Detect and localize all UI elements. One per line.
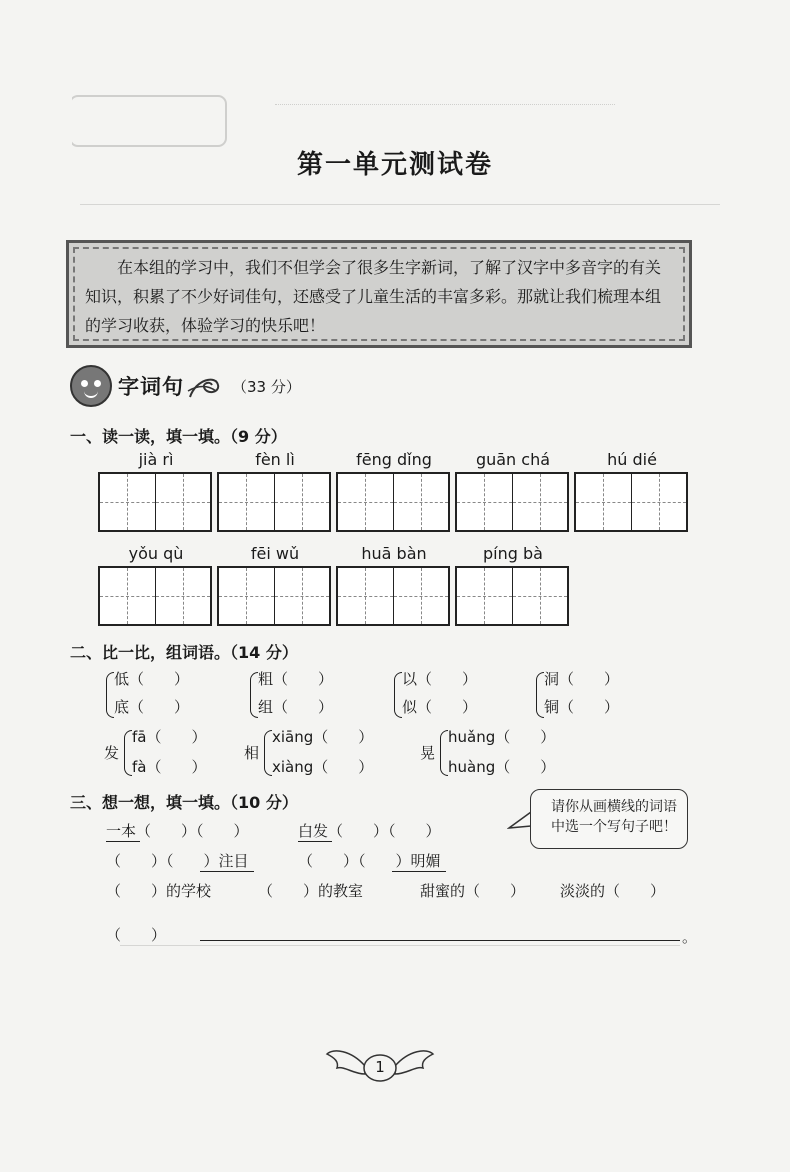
word-pair-item: 似（ ） bbox=[402, 698, 478, 716]
pinyin-label: jià rì bbox=[138, 450, 174, 469]
word-pair-item: 以（ ） bbox=[402, 670, 478, 688]
polyphone-item: fā（ ） bbox=[132, 728, 207, 746]
word-pair-item: 底（ ） bbox=[114, 698, 190, 716]
writing-box[interactable] bbox=[217, 566, 331, 626]
brace bbox=[106, 672, 114, 718]
fill-item: （ ）的教室 bbox=[258, 882, 364, 900]
section-header bbox=[70, 364, 301, 408]
polyphone-char: 晃 bbox=[420, 744, 436, 762]
bleed-line bbox=[275, 104, 615, 105]
polyphone-item: huàng（ ） bbox=[448, 758, 556, 776]
pinyin-label: fēng dǐng bbox=[356, 450, 432, 469]
writing-box[interactable] bbox=[98, 472, 212, 532]
underline bbox=[200, 871, 254, 872]
writing-box[interactable] bbox=[455, 566, 569, 626]
underline bbox=[392, 871, 446, 872]
intro-box bbox=[66, 240, 692, 348]
writing-box[interactable] bbox=[217, 472, 331, 532]
brace bbox=[536, 672, 544, 718]
section-score: （33 分） bbox=[232, 377, 301, 396]
pinyin-label: hú dié bbox=[607, 450, 657, 469]
pinyin-label: fēi wǔ bbox=[250, 544, 300, 563]
pinyin-label: píng bà bbox=[483, 544, 543, 563]
brace bbox=[394, 672, 402, 718]
fill-item: 甜蜜的（ ） bbox=[420, 882, 526, 900]
sentence-end: 。 bbox=[682, 928, 698, 946]
pinyin-label: huā bàn bbox=[361, 544, 427, 563]
fill-item: 一本（ ）（ ） bbox=[106, 822, 249, 840]
page-title: 第一单元测试卷 bbox=[296, 150, 493, 180]
fill-item: 淡淡的（ ） bbox=[560, 882, 666, 900]
brace bbox=[264, 730, 272, 776]
underline bbox=[106, 841, 140, 842]
writing-box[interactable] bbox=[574, 472, 688, 532]
brace bbox=[124, 730, 132, 776]
writing-box[interactable] bbox=[455, 472, 569, 532]
polyphone-char: 相 bbox=[244, 744, 260, 762]
answer-line[interactable] bbox=[200, 940, 680, 941]
fill-item: （ ）（ ）注目 bbox=[106, 852, 249, 870]
writing-box[interactable] bbox=[98, 566, 212, 626]
word-pair-item: 粗（ ） bbox=[258, 670, 334, 688]
writing-box[interactable] bbox=[336, 472, 450, 532]
q1-title: 一、读一读，填一填。（9 分） bbox=[70, 427, 287, 446]
bleed-line bbox=[120, 945, 680, 946]
q2-title: 二、比一比，组词语。（14 分） bbox=[70, 643, 298, 662]
q3-title: 三、想一想，填一填。（10 分） bbox=[70, 793, 298, 812]
pinyin-label: fèn lì bbox=[255, 450, 295, 469]
word-pair-item: 组（ ） bbox=[258, 698, 334, 716]
word-pair-item: 铜（ ） bbox=[544, 698, 620, 716]
fill-item: （ ）（ ）明媚 bbox=[298, 852, 441, 870]
speech-bubble: 请你从画横线的词语中选一个写句子吧！ bbox=[530, 789, 688, 849]
bleed-line bbox=[80, 204, 720, 205]
pinyin-label: guān chá bbox=[475, 450, 551, 469]
sentence-prefix: （ ） bbox=[106, 926, 167, 944]
brace bbox=[440, 730, 448, 776]
polyphone-item: fà（ ） bbox=[132, 758, 207, 776]
writing-box[interactable] bbox=[336, 566, 450, 626]
section-label: 字词句 bbox=[118, 375, 184, 399]
polyphone-char: 发 bbox=[104, 744, 120, 762]
polyphone-item: xiāng（ ） bbox=[272, 728, 374, 746]
pinyin-label: yǒu qù bbox=[128, 544, 184, 563]
brace bbox=[250, 672, 258, 718]
polyphone-item: xiàng（ ） bbox=[272, 758, 374, 776]
swirl-icon bbox=[186, 371, 222, 401]
fill-item: 白发（ ）（ ） bbox=[298, 822, 441, 840]
word-pair-item: 洞（ ） bbox=[544, 670, 620, 688]
word-pair-item: 低（ ） bbox=[114, 670, 190, 688]
mascot-icon bbox=[70, 365, 112, 407]
fill-item: （ ）的学校 bbox=[106, 882, 212, 900]
bleed-text bbox=[80, 196, 85, 214]
underline bbox=[298, 841, 332, 842]
page-number: 1 bbox=[375, 1058, 385, 1076]
intro-text: 在本组的学习中，我们不但学会了很多生字新词，了解了汉字中多音字的有关知识，积累了不少好词佳句，还感受了儿童生活的丰富多彩。那就让我们梳理本组的学习收获，体验学习的快乐吧！ bbox=[85, 258, 662, 335]
polyphone-item: huǎng（ ） bbox=[448, 728, 556, 746]
